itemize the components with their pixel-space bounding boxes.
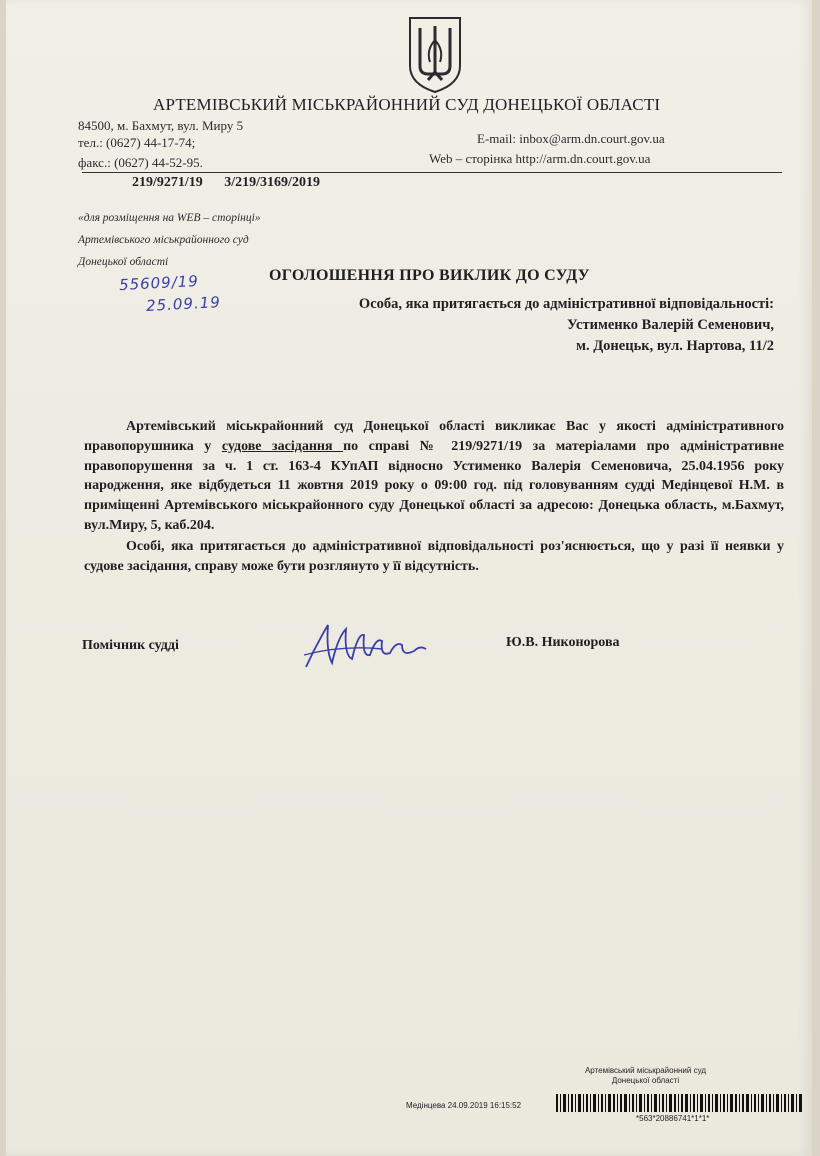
hearing-term: судове засідання xyxy=(221,438,344,454)
addressee-label: Особа, яка притягається до адміністративної відповідальності: xyxy=(358,296,774,312)
court-web: Web – сторінка http://arm.dn.court.gov.ua xyxy=(429,151,651,166)
addressee-name: Устименко Валерій Семенович, xyxy=(566,317,774,333)
barcode-icon xyxy=(556,1094,802,1112)
court-address: 84500, м. Бахмут, вул. Миру 5 xyxy=(78,118,244,133)
court-phone: тел.: (0627) 44-17-74; xyxy=(78,135,196,150)
registry-stamp xyxy=(406,1066,806,1136)
barcode-number: *563*20886741*1*1* xyxy=(636,1114,710,1123)
handwritten-reg-number: 55609/19 xyxy=(118,271,200,295)
body-paragraph-1 xyxy=(84,417,784,536)
placement-note-line2: Артемівського міськрайонного суд xyxy=(78,234,249,246)
stamp-court-line2: Донецької області xyxy=(611,1076,680,1085)
trident-emblem-icon xyxy=(404,14,466,94)
case-number-civil: 219/9271/19 xyxy=(132,175,203,190)
stamp-court-name xyxy=(585,1066,706,1086)
signatory-position: Помічник судді xyxy=(82,638,179,653)
court-name: АРТЕМІВСЬКИЙ МІСЬКРАЙОННИЙ СУД ДОНЕЦЬКОЇ ОБЛАСТІ xyxy=(153,95,661,114)
addressee-address: м. Донецьк, вул. Нартова, 11/2 xyxy=(576,338,774,354)
court-fax: факс.: (0627) 44-52-95. xyxy=(78,155,203,170)
body-text: Артемівський міськрайонний суд Донецької області викликає Вас у якості адміністративного правопорушника у xyxy=(84,419,784,454)
handwritten-date: 25.09.19 xyxy=(145,293,222,315)
signatory-name: Ю.В. Никонорова xyxy=(506,635,620,650)
placement-note-line3: Донецької області xyxy=(78,256,169,268)
body-text: по справі № 219/9271/19 за матеріалами про адміністративне правопорушення за ч. 1 ст. 163-4 КУпАП відносно Устименко Валерія Семеновича, 25.04.1956 року народження, яке відбудеться 11 жовтня 2019 року о 09:00 год. під головуванням судді Медінцевої Н.М. в приміщенні Артемівського міськрайонного суду Донецької області за адресою: Донецька область, м.Бахмут, вул.Миру, 5, каб.204. xyxy=(84,438,784,533)
case-number-admin: 3/219/3169/2019 xyxy=(224,175,320,190)
header-divider xyxy=(82,172,782,173)
notice-title: ОГОЛОШЕННЯ ПРО ВИКЛИК ДО СУДУ xyxy=(269,267,590,284)
court-email: E-mail: inbox@arm.dn.court.gov.ua xyxy=(477,131,665,146)
handwritten-signature xyxy=(302,615,432,675)
case-numbers xyxy=(132,175,320,191)
body-paragraph-2: Особі, яка притягається до адміністративної відповідальності роз'яснюється, що у разі її неявки у судове засідання, справу може бути розглянуто у її відсутність. xyxy=(84,538,784,574)
placement-note-line1: «для розміщення на WEB – сторінці» xyxy=(78,212,261,224)
stamp-printed-by: Медінцева 24.09.2019 16:15:52 xyxy=(406,1101,522,1110)
document-page xyxy=(6,0,812,1156)
stamp-court-line1: Артемівський міськрайонний суд xyxy=(584,1066,706,1075)
notice-body xyxy=(84,417,784,576)
